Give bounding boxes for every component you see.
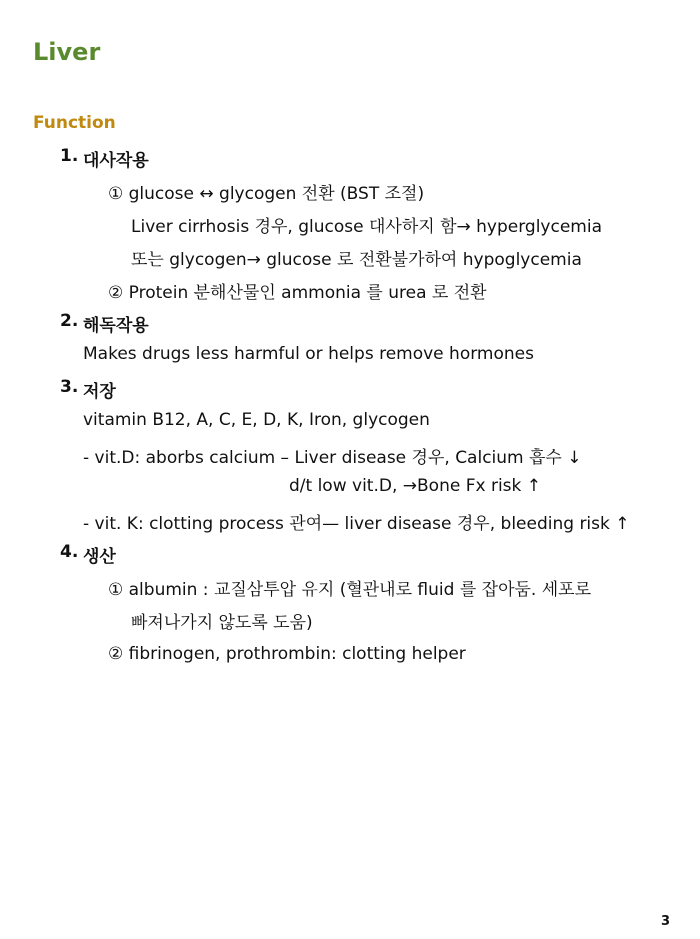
- section-heading: Function: [33, 113, 116, 133]
- text-line: Liver cirrhosis 경우, glucose 대사하지 함→ hyperglycemia: [131, 217, 602, 237]
- item-number: 4.: [60, 542, 79, 562]
- item-number: 1.: [60, 146, 79, 166]
- text-line: ② Protein 분해산물인 ammonia 를 urea 로 전환: [108, 283, 487, 303]
- text-line: ① albumin : 교질삼투압 유지 (혈관내로 fluid 를 잡아둠. 세포로: [108, 580, 591, 600]
- page-number: 3: [660, 914, 670, 929]
- page-title: Liver: [33, 38, 101, 66]
- text-line: ① glucose ↔ glycogen 전환 (BST 조절): [108, 184, 425, 204]
- text-line: - vit. K: clotting process 관여— liver disease 경우, bleeding risk ↑: [83, 514, 630, 534]
- text-line: d/t low vit.D, →Bone Fx risk ↑: [289, 476, 542, 496]
- item-heading: 생산: [83, 547, 116, 567]
- item-heading: 저장: [83, 382, 116, 402]
- item-heading: 대사작용: [83, 151, 149, 171]
- text-line: - vit.D: aborbs calcium – Liver disease 경우, Calcium 흡수 ↓: [83, 448, 582, 468]
- text-line: 또는 glycogen→ glucose 로 전환불가하여 hypoglycemia: [131, 250, 582, 270]
- item-number: 2.: [60, 311, 79, 331]
- text-line: Makes drugs less harmful or helps remove hormones: [83, 344, 534, 364]
- item-heading: 해독작용: [83, 316, 149, 336]
- text-line: ② fibrinogen, prothrombin: clotting helper: [108, 644, 466, 664]
- text-line: 빠져나가지 않도록 도움): [131, 613, 313, 633]
- item-number: 3.: [60, 377, 79, 397]
- text-line: vitamin B12, A, C, E, D, K, Iron, glycogen: [83, 410, 430, 430]
